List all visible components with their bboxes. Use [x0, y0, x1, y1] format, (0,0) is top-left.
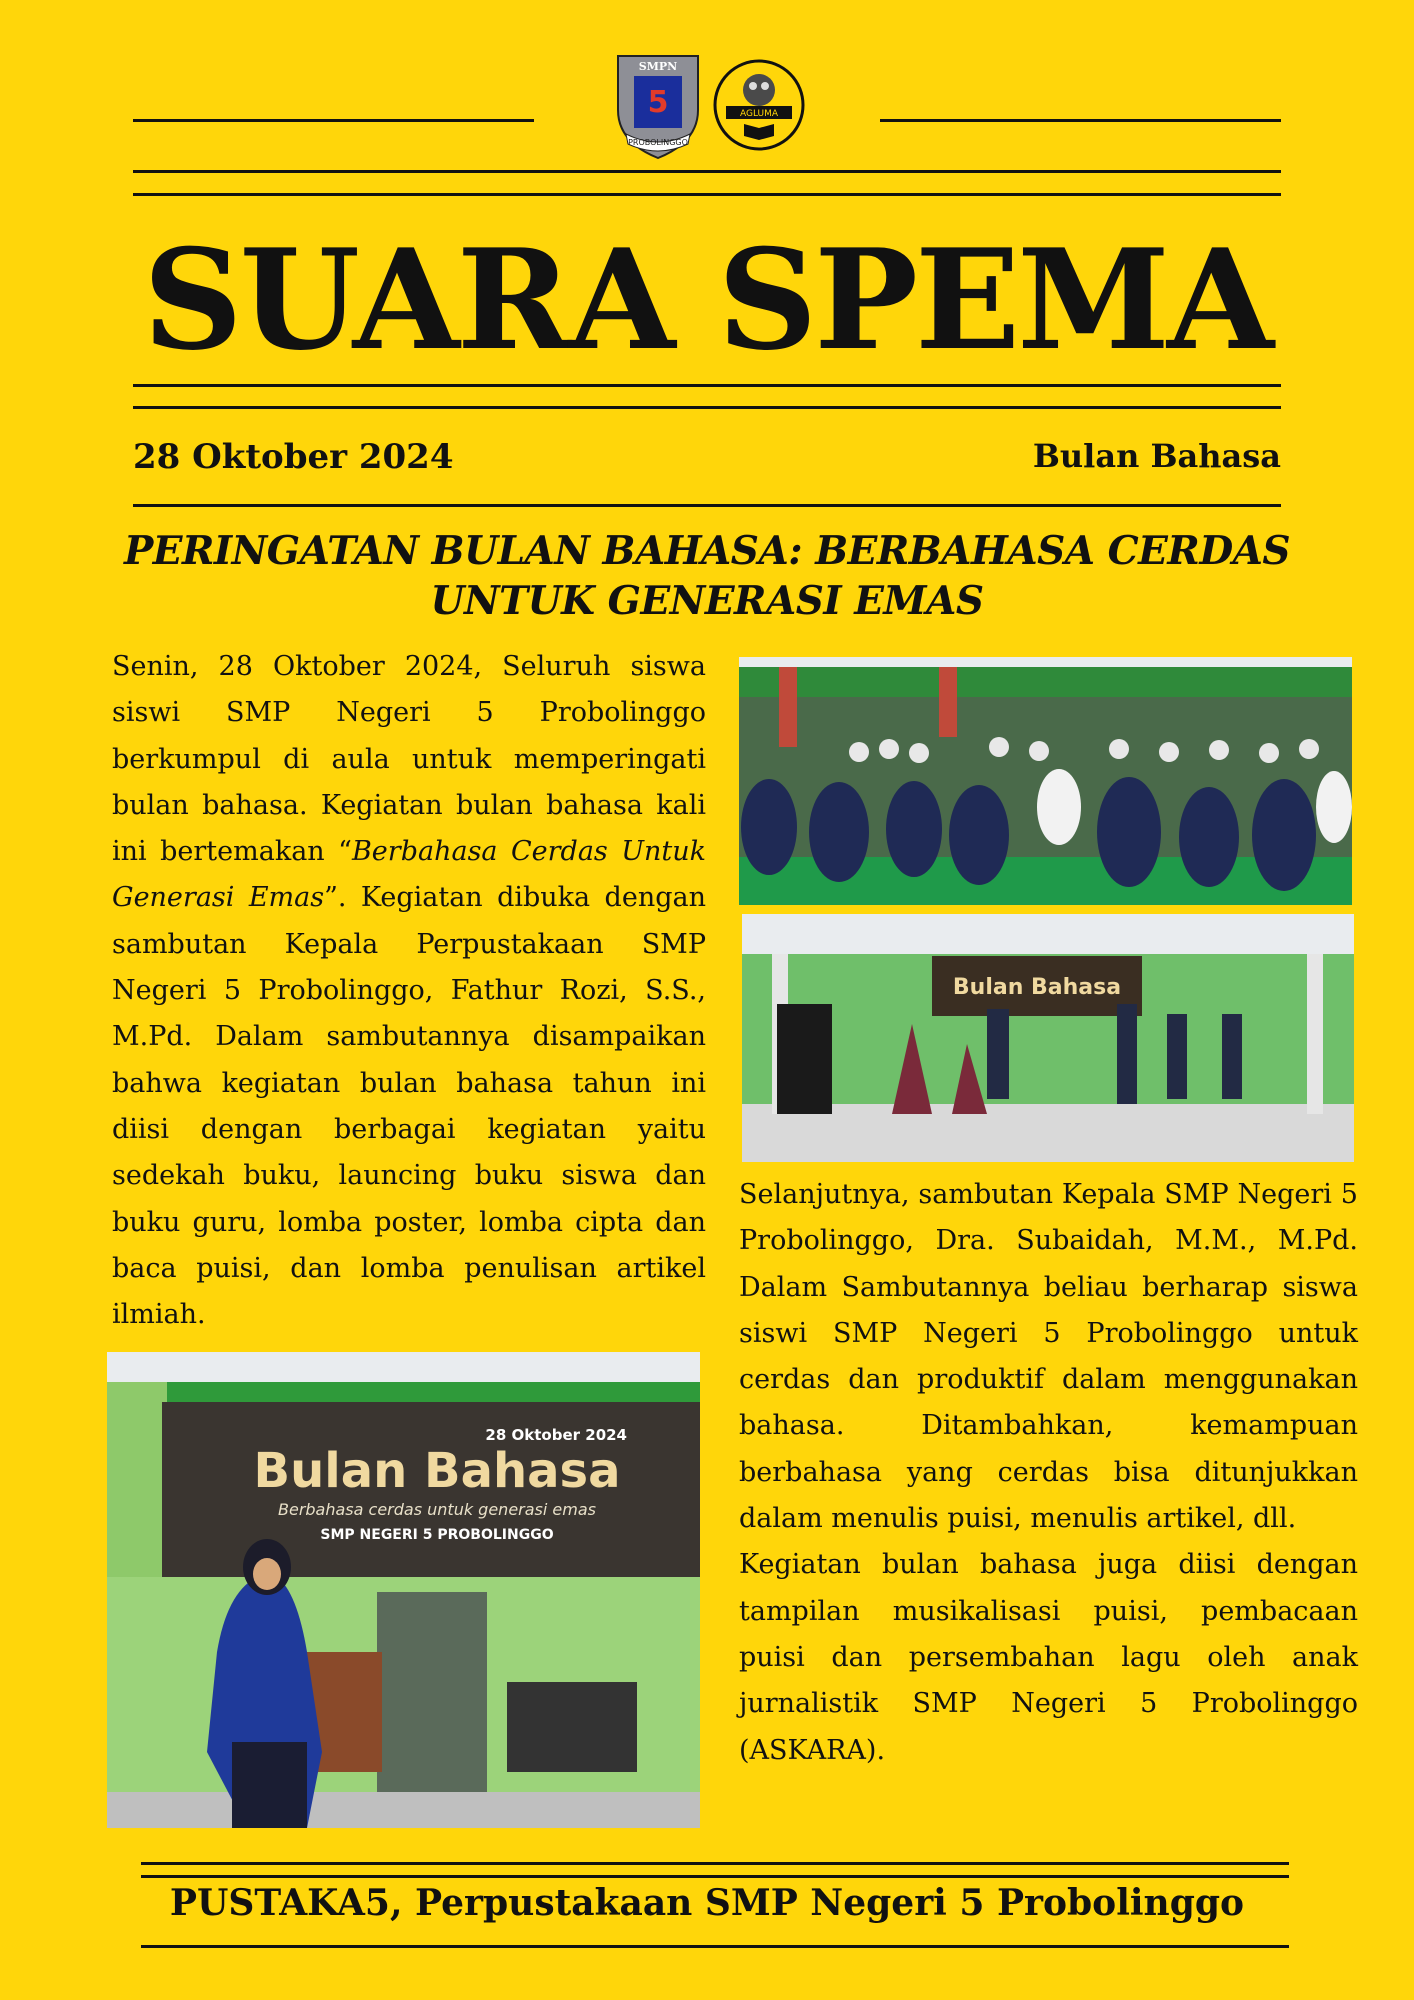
stage-banner-title: Bulan Bahasa [952, 975, 1122, 1000]
banner-title: Bulan Bahasa [253, 1443, 621, 1499]
masthead-rule-right [880, 119, 1281, 122]
footer-rule [141, 1862, 1289, 1865]
article-headline: PERINGATAN BULAN BAHASA: BERBAHASA CERDAS UNTUK GENERASI EMAS [123, 528, 1291, 624]
issue-date: 28 Oktober 2024 [133, 437, 454, 477]
banner-subtitle: Berbahasa cerdas untuk generasi emas [278, 1500, 596, 1519]
masthead-rule [133, 193, 1281, 196]
school-logo [612, 50, 704, 162]
article-right-column [739, 1172, 1358, 1774]
school-logo-ribbon: PROBOLINGGO [628, 138, 688, 147]
paragraph-rest: ”. Kegiatan dibuka dengan sambutan Kepala Perpustakaan SMP Negeri 5 Probolinggo, Fathur Rozi, S.S., M.Pd. Dalam sambutannya disampaikan bahwa kegiatan bulan bahasa tahun ini diisi dengan berbagai kegiatan yaitu sedekah buku, launcing buku siswa dan buku guru, lomba poster, lomba cipta dan baca puisi, dan lomba penulisan artikel ilmiah. [112, 882, 706, 1331]
school-logo-text: SMPN [638, 60, 678, 73]
banner-date: 28 Oktober 2024 [485, 1426, 627, 1444]
article-paragraph [112, 644, 706, 1338]
agluma-logo [712, 58, 806, 152]
footer-rule [141, 1945, 1289, 1948]
paragraph-intro: Senin, 28 Oktober 2024, Seluruh siswa siswi SMP Negeri 5 Probolinggo berkumpul di aula untuk memperingati bulan bahasa. Kegiatan bulan bahasa kali ini bertemakan “ [112, 651, 706, 868]
masthead-rule [133, 170, 1281, 173]
photo-audience [739, 657, 1352, 905]
newspaper-title: SUARA SPEMA [142, 218, 1272, 381]
footer-rule [141, 1875, 1289, 1878]
title-rule [133, 406, 1281, 409]
date-rule [133, 504, 1281, 507]
issue-category: Bulan Bahasa [1032, 437, 1281, 475]
agluma-logo-text: AGLUMA [739, 109, 779, 119]
article-paragraph: Selanjutnya, sambutan Kepala SMP Negeri 5 Probolinggo, Dra. Subaidah, M.M., M.Pd. Dalam Sambutannya beliau berharap siswa siswi SMP Negeri 5 Probolinggo untuk cerdas dan produktif dalam menggunakan bahasa. Ditambahkan, kemampuan berbahasa yang cerdas bisa ditunjukkan dalam menulis puisi, menulis artikel, dll. [739, 1179, 1358, 1535]
photo-speaker [107, 1352, 700, 1828]
theme-text: Berbahasa Cerdas Untuk Generasi Emas [112, 836, 706, 914]
title-rule [133, 384, 1281, 387]
school-logo-number: 5 [647, 85, 669, 120]
photo-stage [742, 914, 1354, 1162]
article-left-column [112, 644, 706, 1338]
article-paragraph: Kegiatan bulan bahasa juga diisi dengan tampilan musikalisasi puisi, pembacaan puisi dan persembahan lagu oleh anak jurnalistik SMP Negeri 5 Probolinggo (ASKARA). [739, 1549, 1358, 1766]
banner-school: SMP NEGERI 5 PROBOLINGGO [320, 1527, 554, 1543]
footer-credit: PUSTAKA5, Perpustakaan SMP Negeri 5 Probolinggo [169, 1882, 1245, 1924]
masthead-rule-left [133, 119, 534, 122]
